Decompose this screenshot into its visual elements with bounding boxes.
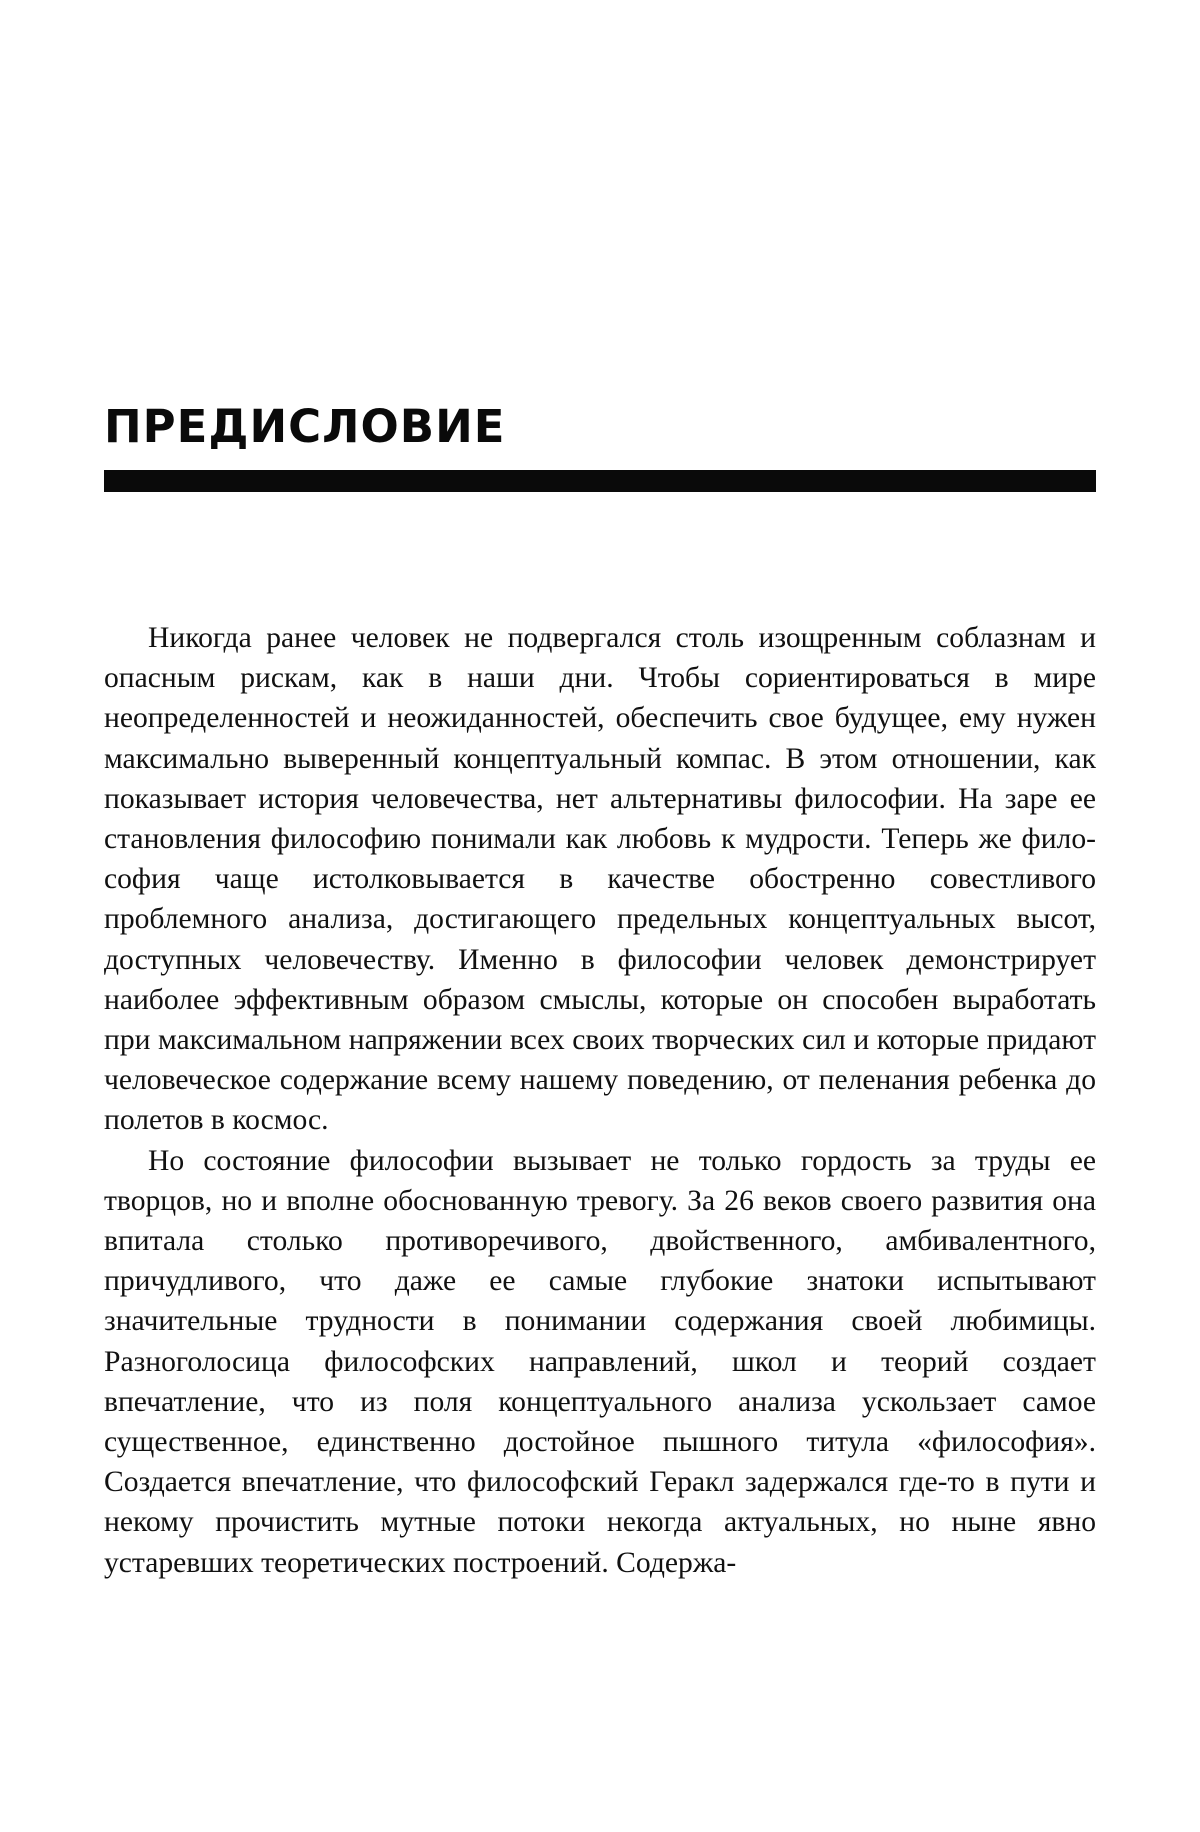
body-text <box>104 618 1096 1583</box>
chapter-title: ПРЕДИСЛОВИЕ <box>104 400 506 453</box>
paragraph: Никогда ранее человек не подвергался столь изощренным соблазнам и опасным рискам, как в наши дни. Чтобы сориентироваться в мире неопределенностей и неожиданностей, обеспечить свое будущее, ему нужен максимально выверенный концептуальный компас. В этом отношении, как показывает история человечества, нет альтернативы философии. На заре ее становления философию понимали как любовь к мудрости. Теперь же философия чаще истолковывается в качестве обостренно совестливого проблемного анализа, достигающего предельных концептуальных высот, доступных человечеству. Именно в философии человек демонстрирует наиболее эффективным образом смыслы, которые он способен выработать при максимальном напряжении всех своих творческих сил и которые придают человеческое содержание всему нашему поведению, от пеленания ребенка до полетов в космос. <box>104 622 1096 1137</box>
title-rule <box>104 470 1096 492</box>
paragraph: Но состояние философии вызывает не только гордость за труды ее творцов, но и вполне обоснованную тревогу. За 26 веков своего развития она впитала столько противоречивого, двойственного, амбивалентного, причудливого, что даже ее самые глубокие знатоки испытывают значительные трудности в понимании содержания своей любимицы. Разноголосица философских направлений, школ и теорий создает впечатление, что из поля концептуального анализа ускользает самое существенное, единственно достойное пышного титула «философия». Создается впечатление, что философский Геракл задержался где-то в пути и некому прочистить мутные потоки некогда актуальных, но ныне явно устаревших теоретических построений. Содержа- <box>104 1144 1096 1579</box>
